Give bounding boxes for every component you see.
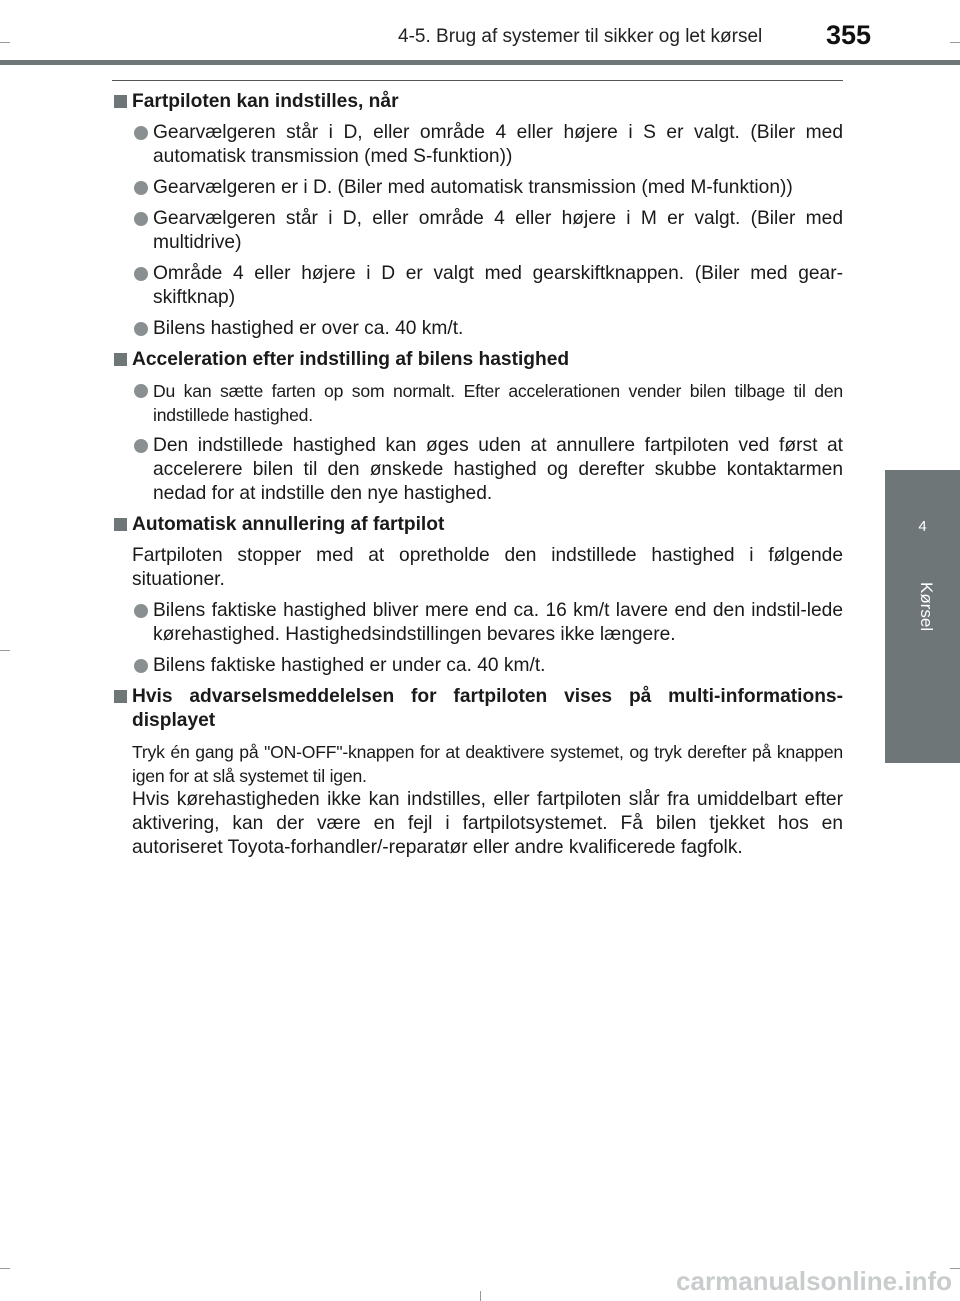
content-top-rule <box>112 80 843 81</box>
list-item-text: Gearvælgeren er i D. (Biler med automatisk transmission (med M-funktion)) <box>153 177 793 198</box>
list-item-text: Gearvælgeren står i D, eller område 4 eller højere i S er valgt. (Biler med automatisk transmission (med S-funktion)) <box>153 122 843 167</box>
circle-bullet-icon <box>134 126 148 140</box>
section-title: 4-5. Brug af systemer til sikker og let kørsel <box>398 26 763 47</box>
section-heading <box>112 348 843 372</box>
watermark: carmanualsonline.info <box>676 1266 952 1296</box>
list-item <box>112 654 843 678</box>
section-heading-text: Hvis advarselsmeddelelsen for fartpiloten vises på multi-informations-displayet <box>132 686 843 731</box>
circle-bullet-icon <box>134 604 148 618</box>
paragraph: Tryk én gang på "ON-OFF"-knappen for at deaktivere systemet, og tryk derefter på knappen igen for at slå systemet til igen. <box>132 742 843 786</box>
section-heading-text: Acceleration efter indstilling af bilens hastighed <box>132 349 570 370</box>
list-item <box>112 176 843 200</box>
list-item-text: Bilens faktiske hastighed bliver mere end ca. 16 km/t lavere end den indstil-lede kørehastighed. Hastighedsindstillingen bevares ikke længere. <box>153 600 843 645</box>
circle-bullet-icon <box>134 659 148 673</box>
crop-mark <box>480 1291 481 1301</box>
circle-bullet-icon <box>134 439 148 453</box>
list-item-text: Den indstillede hastighed kan øges uden at annullere fartpiloten ved først at accelerere bilen til den ønskede hastighed og derefter skubbe kontaktarmen nedad for at indstille den nye hastighed. <box>153 435 843 504</box>
header-rule <box>0 60 960 65</box>
list-item-text: Bilens faktiske hastighed er under ca. 40 km/t. <box>153 655 546 676</box>
list-item-text: Bilens hastighed er over ca. 40 km/t. <box>153 318 464 339</box>
circle-bullet-icon <box>134 181 148 195</box>
chapter-label: Kørsel <box>917 582 936 632</box>
chapter-tab <box>885 470 960 763</box>
crop-mark <box>0 1268 10 1269</box>
section-heading-text: Automatisk annullering af fartpilot <box>132 514 445 535</box>
page-number: 355 <box>826 20 872 50</box>
list-item <box>112 317 843 341</box>
crop-mark <box>0 650 10 651</box>
chapter-number: 4 <box>918 518 927 535</box>
section-heading <box>112 90 843 114</box>
crop-mark <box>950 42 960 43</box>
square-bullet-icon <box>114 518 127 531</box>
section-heading-text: Fartpiloten kan indstilles, når <box>132 91 399 112</box>
list-item <box>112 379 843 427</box>
page-content <box>112 90 843 860</box>
list-item <box>112 599 843 647</box>
circle-bullet-icon <box>134 322 148 336</box>
list-item <box>112 262 843 310</box>
section-heading <box>112 513 843 537</box>
section-heading <box>112 685 843 733</box>
section-intro: Fartpiloten stopper med at opretholde den indstillede hastighed i følgende situationer. <box>132 545 843 590</box>
list-item-text: Gearvælgeren står i D, eller område 4 eller højere i M er valgt. (Biler med multidrive) <box>153 208 843 253</box>
square-bullet-icon <box>114 353 127 366</box>
square-bullet-icon <box>114 95 127 108</box>
circle-bullet-icon <box>134 212 148 226</box>
square-bullet-icon <box>114 690 127 703</box>
list-item-text: Område 4 eller højere i D er valgt med gearskiftknappen. (Biler med gear-skiftknap) <box>153 263 843 308</box>
list-item-text: Du kan sætte farten op som normalt. Efter accelerationen vender bilen tilbage til den indstillede hastighed. <box>153 381 843 425</box>
paragraph: Hvis kørehastigheden ikke kan indstilles, eller fartpiloten slår fra umiddelbart efter aktivering, kan der være en fejl i fartpilotsystemet. Få bilen tjekket hos en autoriseret Toyota-forhandler/-reparatør eller andre kvalificerede fagfolk. <box>132 789 843 858</box>
crop-mark <box>0 42 10 43</box>
list-item <box>112 434 843 506</box>
circle-bullet-icon <box>134 384 148 398</box>
list-item <box>112 207 843 255</box>
circle-bullet-icon <box>134 267 148 281</box>
list-item <box>112 121 843 169</box>
